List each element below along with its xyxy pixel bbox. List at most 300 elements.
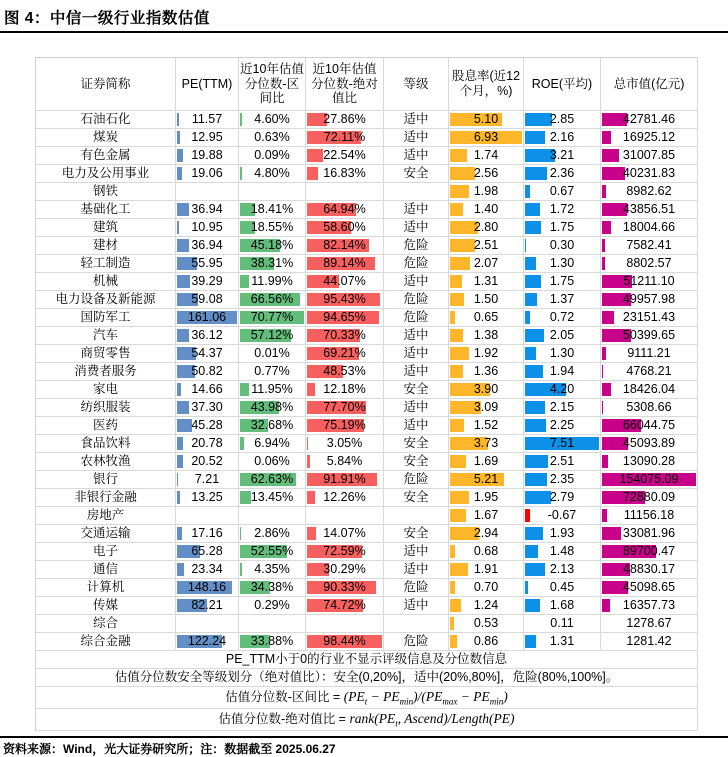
roe-value: 0.30: [524, 237, 600, 253]
table-row: [36, 507, 698, 525]
pe-cell: [176, 219, 239, 237]
absolute-percentile-value: 30.29%: [306, 561, 383, 577]
market-cap-cell: [601, 111, 698, 129]
industry-name-cell: 交通运输: [36, 525, 176, 543]
table-row: [36, 381, 698, 399]
dividend-value: 1.31: [449, 273, 523, 289]
dividend-cell: [449, 129, 524, 147]
interval-percentile-value: 13.45%: [239, 489, 305, 505]
dividend-cell: [449, 345, 524, 363]
roe-cell: [524, 201, 601, 219]
pe-value: 36.94: [176, 201, 238, 217]
interval-percentile-value: 70.77%: [239, 309, 305, 325]
rating-cell: 适中: [384, 129, 449, 147]
footnote-text: 估值分位数安全等级划分（绝对值比）：安全(0,20%]，适中(20%,80%]，危险(80%,100%]。: [36, 669, 698, 687]
roe-cell: [524, 543, 601, 561]
roe-value: 1.30: [524, 345, 600, 361]
interval-percentile-value: 45.18%: [239, 237, 305, 253]
interval-percentile-value: 4.35%: [239, 561, 305, 577]
market-cap-cell: [601, 363, 698, 381]
roe-value: -0.67: [524, 507, 600, 523]
market-cap-cell: [601, 435, 698, 453]
absolute-percentile-cell: [306, 237, 384, 255]
absolute-percentile-value: 3.05%: [306, 435, 383, 451]
column-header: 近10年估值分位数-区间比: [239, 58, 306, 111]
interval-percentile-cell: [239, 129, 306, 147]
table-row: [36, 183, 698, 201]
absolute-percentile-cell: [306, 417, 384, 435]
roe-cell: [524, 471, 601, 489]
market-cap-cell: [601, 633, 698, 651]
dividend-value: 1.38: [449, 327, 523, 343]
market-cap-cell: [601, 327, 698, 345]
interval-percentile-value: 34.38%: [239, 579, 305, 595]
absolute-percentile-cell: [306, 183, 384, 201]
pe-cell: [176, 489, 239, 507]
roe-cell: [524, 381, 601, 399]
market-cap-value: 5308.66: [601, 399, 697, 415]
industry-name-cell: 消费者服务: [36, 363, 176, 381]
interval-percentile-value: 33.88%: [239, 633, 305, 649]
table-row: [36, 525, 698, 543]
roe-cell: [524, 453, 601, 471]
pe-cell: [176, 381, 239, 399]
pe-value: 36.94: [176, 237, 238, 253]
absolute-percentile-cell: [306, 579, 384, 597]
roe-cell: [524, 579, 601, 597]
industry-name-cell: 综合: [36, 615, 176, 633]
dividend-cell: [449, 471, 524, 489]
pe-value: 12.95: [176, 129, 238, 145]
dividend-value: 2.94: [449, 525, 523, 541]
market-cap-cell: [601, 507, 698, 525]
figure-title: 图 4：中信一级行业指数估值: [4, 6, 210, 28]
absolute-percentile-cell: [306, 291, 384, 309]
roe-value: 2.16: [524, 129, 600, 145]
pe-cell: [176, 543, 239, 561]
roe-cell: [524, 363, 601, 381]
table-row: [36, 291, 698, 309]
interval-percentile-cell: [239, 183, 306, 201]
roe-cell: [524, 309, 601, 327]
roe-cell: [524, 435, 601, 453]
interval-percentile-value: 0.77%: [239, 363, 305, 379]
pe-value: 65.28: [176, 543, 238, 559]
market-cap-value: 48830.17: [601, 561, 697, 577]
roe-value: 2.35: [524, 471, 600, 487]
dividend-cell: [449, 201, 524, 219]
table-row: [36, 543, 698, 561]
dividend-value: 1.91: [449, 561, 523, 577]
table-header-row: [36, 58, 698, 111]
market-cap-value: 45093.89: [601, 435, 697, 451]
roe-value: 2.25: [524, 417, 600, 433]
absolute-percentile-cell: [306, 489, 384, 507]
dividend-cell: [449, 219, 524, 237]
absolute-percentile-value: 74.72%: [306, 597, 383, 613]
roe-value: 3.21: [524, 147, 600, 163]
industry-name-cell: 建材: [36, 237, 176, 255]
absolute-percentile-cell: [306, 129, 384, 147]
roe-value: 1.48: [524, 543, 600, 559]
formula-label: 估值分位数-绝对值比 =: [219, 712, 350, 726]
pe-cell: [176, 201, 239, 219]
interval-percentile-value: 0.09%: [239, 147, 305, 163]
roe-cell: [524, 291, 601, 309]
market-cap-value: 33081.96: [601, 525, 697, 541]
roe-cell: [524, 507, 601, 525]
absolute-percentile-value: 90.33%: [306, 579, 383, 595]
pe-value: 122.24: [176, 633, 238, 649]
market-cap-cell: [601, 615, 698, 633]
roe-cell: [524, 633, 601, 651]
dividend-value: 5.21: [449, 471, 523, 487]
rating-cell: 适中: [384, 399, 449, 417]
rating-cell: 适中: [384, 273, 449, 291]
absolute-percentile-value: 5.84%: [306, 453, 383, 469]
interval-percentile-cell: [239, 237, 306, 255]
roe-cell: [524, 273, 601, 291]
absolute-percentile-value: 72.11%: [306, 129, 383, 145]
market-cap-value: 18426.04: [601, 381, 697, 397]
interval-percentile-cell: [239, 291, 306, 309]
absolute-percentile-value: 14.07%: [306, 525, 383, 541]
interval-percentile-cell: [239, 363, 306, 381]
market-cap-value: 1281.42: [601, 633, 697, 649]
roe-cell: [524, 615, 601, 633]
interval-percentile-value: 62.63%: [239, 471, 305, 487]
dividend-cell: [449, 147, 524, 165]
valuation-table: [35, 57, 698, 731]
market-cap-cell: [601, 291, 698, 309]
column-header: 总市值(亿元): [601, 58, 698, 111]
dividend-cell: [449, 237, 524, 255]
market-cap-cell: [601, 453, 698, 471]
absolute-percentile-cell: [306, 633, 384, 651]
industry-name-cell: 基础化工: [36, 201, 176, 219]
pe-value: 10.95: [176, 219, 238, 235]
interval-percentile-value: 43.98%: [239, 399, 305, 415]
pe-value: 17.16: [176, 525, 238, 541]
roe-value: 1.31: [524, 633, 600, 649]
absolute-percentile-cell: [306, 345, 384, 363]
column-header: PE(TTM): [176, 58, 239, 111]
industry-name-cell: 石油石化: [36, 111, 176, 129]
dividend-cell: [449, 381, 524, 399]
industry-name-cell: 建筑: [36, 219, 176, 237]
industry-name-cell: 食品饮料: [36, 435, 176, 453]
column-header: 等级: [384, 58, 449, 111]
absolute-percentile-value: 95.43%: [306, 291, 383, 307]
table-row: [36, 219, 698, 237]
rating-cell: 安全: [384, 435, 449, 453]
industry-name-cell: 医药: [36, 417, 176, 435]
dividend-value: 0.70: [449, 579, 523, 595]
roe-cell: [524, 129, 601, 147]
interval-percentile-cell: [239, 543, 306, 561]
dividend-value: 5.10: [449, 111, 523, 127]
rating-cell: 安全: [384, 165, 449, 183]
roe-value: 2.13: [524, 561, 600, 577]
interval-percentile-value: 11.99%: [239, 273, 305, 289]
industry-name-cell: 纺织服装: [36, 399, 176, 417]
pe-value: 39.29: [176, 273, 238, 289]
absolute-percentile-cell: [306, 201, 384, 219]
market-cap-cell: [601, 597, 698, 615]
dividend-cell: [449, 489, 524, 507]
industry-name-cell: 国防军工: [36, 309, 176, 327]
absolute-percentile-cell: [306, 435, 384, 453]
rating-cell: 适中: [384, 219, 449, 237]
table-row: [36, 165, 698, 183]
column-header: ROE(平均): [524, 58, 601, 111]
table-row: [36, 399, 698, 417]
formula-expression: $(PE_t - PE_{min})/(PE_{max} - PE_{min})$: [344, 689, 508, 704]
interval-percentile-cell: [239, 633, 306, 651]
industry-name-cell: 传媒: [36, 597, 176, 615]
pe-cell: [176, 399, 239, 417]
roe-cell: [524, 525, 601, 543]
roe-value: 1.93: [524, 525, 600, 541]
footnote-row: [36, 669, 698, 687]
dividend-cell: [449, 291, 524, 309]
industry-name-cell: 钢铁: [36, 183, 176, 201]
absolute-percentile-value: 48.53%: [306, 363, 383, 379]
rating-cell: 适中: [384, 543, 449, 561]
roe-value: 1.75: [524, 219, 600, 235]
market-cap-value: 42781.46: [601, 111, 697, 127]
industry-name-cell: 农林牧渔: [36, 453, 176, 471]
market-cap-value: 51211.10: [601, 273, 697, 289]
rating-cell: 危险: [384, 237, 449, 255]
roe-value: 2.85: [524, 111, 600, 127]
absolute-percentile-cell: [306, 165, 384, 183]
pe-cell: [176, 561, 239, 579]
absolute-percentile-cell: [306, 255, 384, 273]
market-cap-cell: [601, 345, 698, 363]
interval-percentile-value: 38.31%: [239, 255, 305, 271]
market-cap-value: 72880.09: [601, 489, 697, 505]
pe-cell: [176, 435, 239, 453]
roe-cell: [524, 147, 601, 165]
formula-cell: [36, 687, 698, 709]
pe-cell: [176, 237, 239, 255]
column-header: 近10年估值分位数-绝对值比: [306, 58, 384, 111]
absolute-percentile-value: 12.26%: [306, 489, 383, 505]
interval-percentile-value: 52.55%: [239, 543, 305, 559]
roe-value: 1.30: [524, 255, 600, 271]
table-row: [36, 615, 698, 633]
market-cap-cell: [601, 471, 698, 489]
market-cap-cell: [601, 381, 698, 399]
rating-cell: 危险: [384, 633, 449, 651]
formula-label: 估值分位数-区间比 =: [225, 690, 343, 704]
pe-cell: [176, 597, 239, 615]
dividend-value: 1.74: [449, 147, 523, 163]
absolute-percentile-cell: [306, 219, 384, 237]
dividend-value: 1.40: [449, 201, 523, 217]
interval-percentile-cell: [239, 489, 306, 507]
rating-cell: 适中: [384, 561, 449, 579]
interval-percentile-value: 11.95%: [239, 381, 305, 397]
pe-cell: [176, 273, 239, 291]
absolute-percentile-cell: [306, 309, 384, 327]
table-row: [36, 255, 698, 273]
roe-value: 2.51: [524, 453, 600, 469]
dividend-cell: [449, 543, 524, 561]
industry-name-cell: 计算机: [36, 579, 176, 597]
table-row: [36, 237, 698, 255]
absolute-percentile-value: 27.86%: [306, 111, 383, 127]
market-cap-value: 8802.57: [601, 255, 697, 271]
table-row: [36, 363, 698, 381]
dividend-value: 1.98: [449, 183, 523, 199]
absolute-percentile-value: 12.18%: [306, 381, 383, 397]
roe-cell: [524, 165, 601, 183]
market-cap-cell: [601, 525, 698, 543]
pe-cell: [176, 129, 239, 147]
dividend-value: 6.93: [449, 129, 523, 145]
market-cap-value: 1278.67: [601, 615, 697, 631]
rating-cell: 适中: [384, 327, 449, 345]
dividend-value: 3.73: [449, 435, 523, 451]
market-cap-cell: [601, 183, 698, 201]
absolute-percentile-cell: [306, 399, 384, 417]
rating-cell: 安全: [384, 381, 449, 399]
market-cap-value: 18004.66: [601, 219, 697, 235]
market-cap-cell: [601, 237, 698, 255]
absolute-percentile-value: 98.44%: [306, 633, 383, 649]
interval-percentile-value: 6.94%: [239, 435, 305, 451]
industry-name-cell: 机械: [36, 273, 176, 291]
rating-cell: [384, 183, 449, 201]
absolute-percentile-cell: [306, 561, 384, 579]
market-cap-value: 45098.65: [601, 579, 697, 595]
dividend-cell: [449, 417, 524, 435]
market-cap-value: 49957.98: [601, 291, 697, 307]
dividend-cell: [449, 435, 524, 453]
roe-cell: [524, 489, 601, 507]
market-cap-value: 7582.41: [601, 237, 697, 253]
absolute-percentile-value: 75.19%: [306, 417, 383, 433]
roe-value: 4.20: [524, 381, 600, 397]
absolute-percentile-cell: [306, 471, 384, 489]
dividend-cell: [449, 183, 524, 201]
absolute-percentile-value: 94.65%: [306, 309, 383, 325]
interval-percentile-value: 0.63%: [239, 129, 305, 145]
pe-value: 7.21: [176, 471, 238, 487]
industry-name-cell: 电力及公用事业: [36, 165, 176, 183]
absolute-percentile-value: 72.59%: [306, 543, 383, 559]
pe-cell: [176, 147, 239, 165]
dividend-value: 0.68: [449, 543, 523, 559]
dividend-cell: [449, 597, 524, 615]
dividend-cell: [449, 579, 524, 597]
rating-cell: 适中: [384, 147, 449, 165]
absolute-percentile-cell: [306, 615, 384, 633]
absolute-percentile-cell: [306, 543, 384, 561]
pe-value: 14.66: [176, 381, 238, 397]
absolute-percentile-value: 77.70%: [306, 399, 383, 415]
rating-cell: 适中: [384, 345, 449, 363]
roe-value: 0.67: [524, 183, 600, 199]
interval-percentile-cell: [239, 507, 306, 525]
table-row: [36, 417, 698, 435]
interval-percentile-cell: [239, 345, 306, 363]
roe-cell: [524, 327, 601, 345]
industry-name-cell: 通信: [36, 561, 176, 579]
pe-cell: [176, 309, 239, 327]
roe-value: 1.75: [524, 273, 600, 289]
absolute-percentile-value: 82.14%: [306, 237, 383, 253]
pe-value: 20.78: [176, 435, 238, 451]
dividend-cell: [449, 453, 524, 471]
pe-value: 50.82: [176, 363, 238, 379]
market-cap-value: 23151.43: [601, 309, 697, 325]
dividend-cell: [449, 255, 524, 273]
market-cap-value: 11156.18: [601, 507, 697, 523]
roe-cell: [524, 345, 601, 363]
dividend-value: 1.36: [449, 363, 523, 379]
roe-cell: [524, 111, 601, 129]
absolute-percentile-value: 16.83%: [306, 165, 383, 181]
market-cap-cell: [601, 399, 698, 417]
market-cap-cell: [601, 543, 698, 561]
rating-cell: 安全: [384, 489, 449, 507]
table-row: [36, 147, 698, 165]
absolute-percentile-value: 89.14%: [306, 255, 383, 271]
absolute-percentile-value: 58.60%: [306, 219, 383, 235]
interval-percentile-cell: [239, 615, 306, 633]
pe-cell: [176, 363, 239, 381]
interval-percentile-value: 18.55%: [239, 219, 305, 235]
pe-cell: [176, 615, 239, 633]
rating-cell: 危险: [384, 291, 449, 309]
pe-cell: [176, 345, 239, 363]
table-row: [36, 633, 698, 651]
roe-cell: [524, 237, 601, 255]
market-cap-value: 50399.65: [601, 327, 697, 343]
column-header: 股息率(近12个月，%): [449, 58, 524, 111]
footnote-text: PE_TTM小于0的行业不显示评级信息及分位数信息: [36, 651, 698, 669]
dividend-cell: [449, 525, 524, 543]
roe-value: 7.51: [524, 435, 600, 451]
industry-name-cell: 轻工制造: [36, 255, 176, 273]
table-row: [36, 345, 698, 363]
table-row: [36, 327, 698, 345]
pe-value: 148.16: [176, 579, 238, 595]
dividend-value: 3.90: [449, 381, 523, 397]
table-row: [36, 111, 698, 129]
table-row: [36, 309, 698, 327]
market-cap-value: 8982.62: [601, 183, 697, 199]
market-cap-value: 89700.47: [601, 543, 697, 559]
roe-value: 2.79: [524, 489, 600, 505]
pe-cell: [176, 633, 239, 651]
market-cap-cell: [601, 417, 698, 435]
market-cap-cell: [601, 273, 698, 291]
dividend-value: 1.67: [449, 507, 523, 523]
table-row: [36, 561, 698, 579]
market-cap-cell: [601, 255, 698, 273]
market-cap-cell: [601, 309, 698, 327]
roe-value: 1.72: [524, 201, 600, 217]
rating-cell: 危险: [384, 471, 449, 489]
roe-value: 1.94: [524, 363, 600, 379]
roe-cell: [524, 219, 601, 237]
interval-percentile-value: 57.12%: [239, 327, 305, 343]
column-header: 证券简称: [36, 58, 176, 111]
